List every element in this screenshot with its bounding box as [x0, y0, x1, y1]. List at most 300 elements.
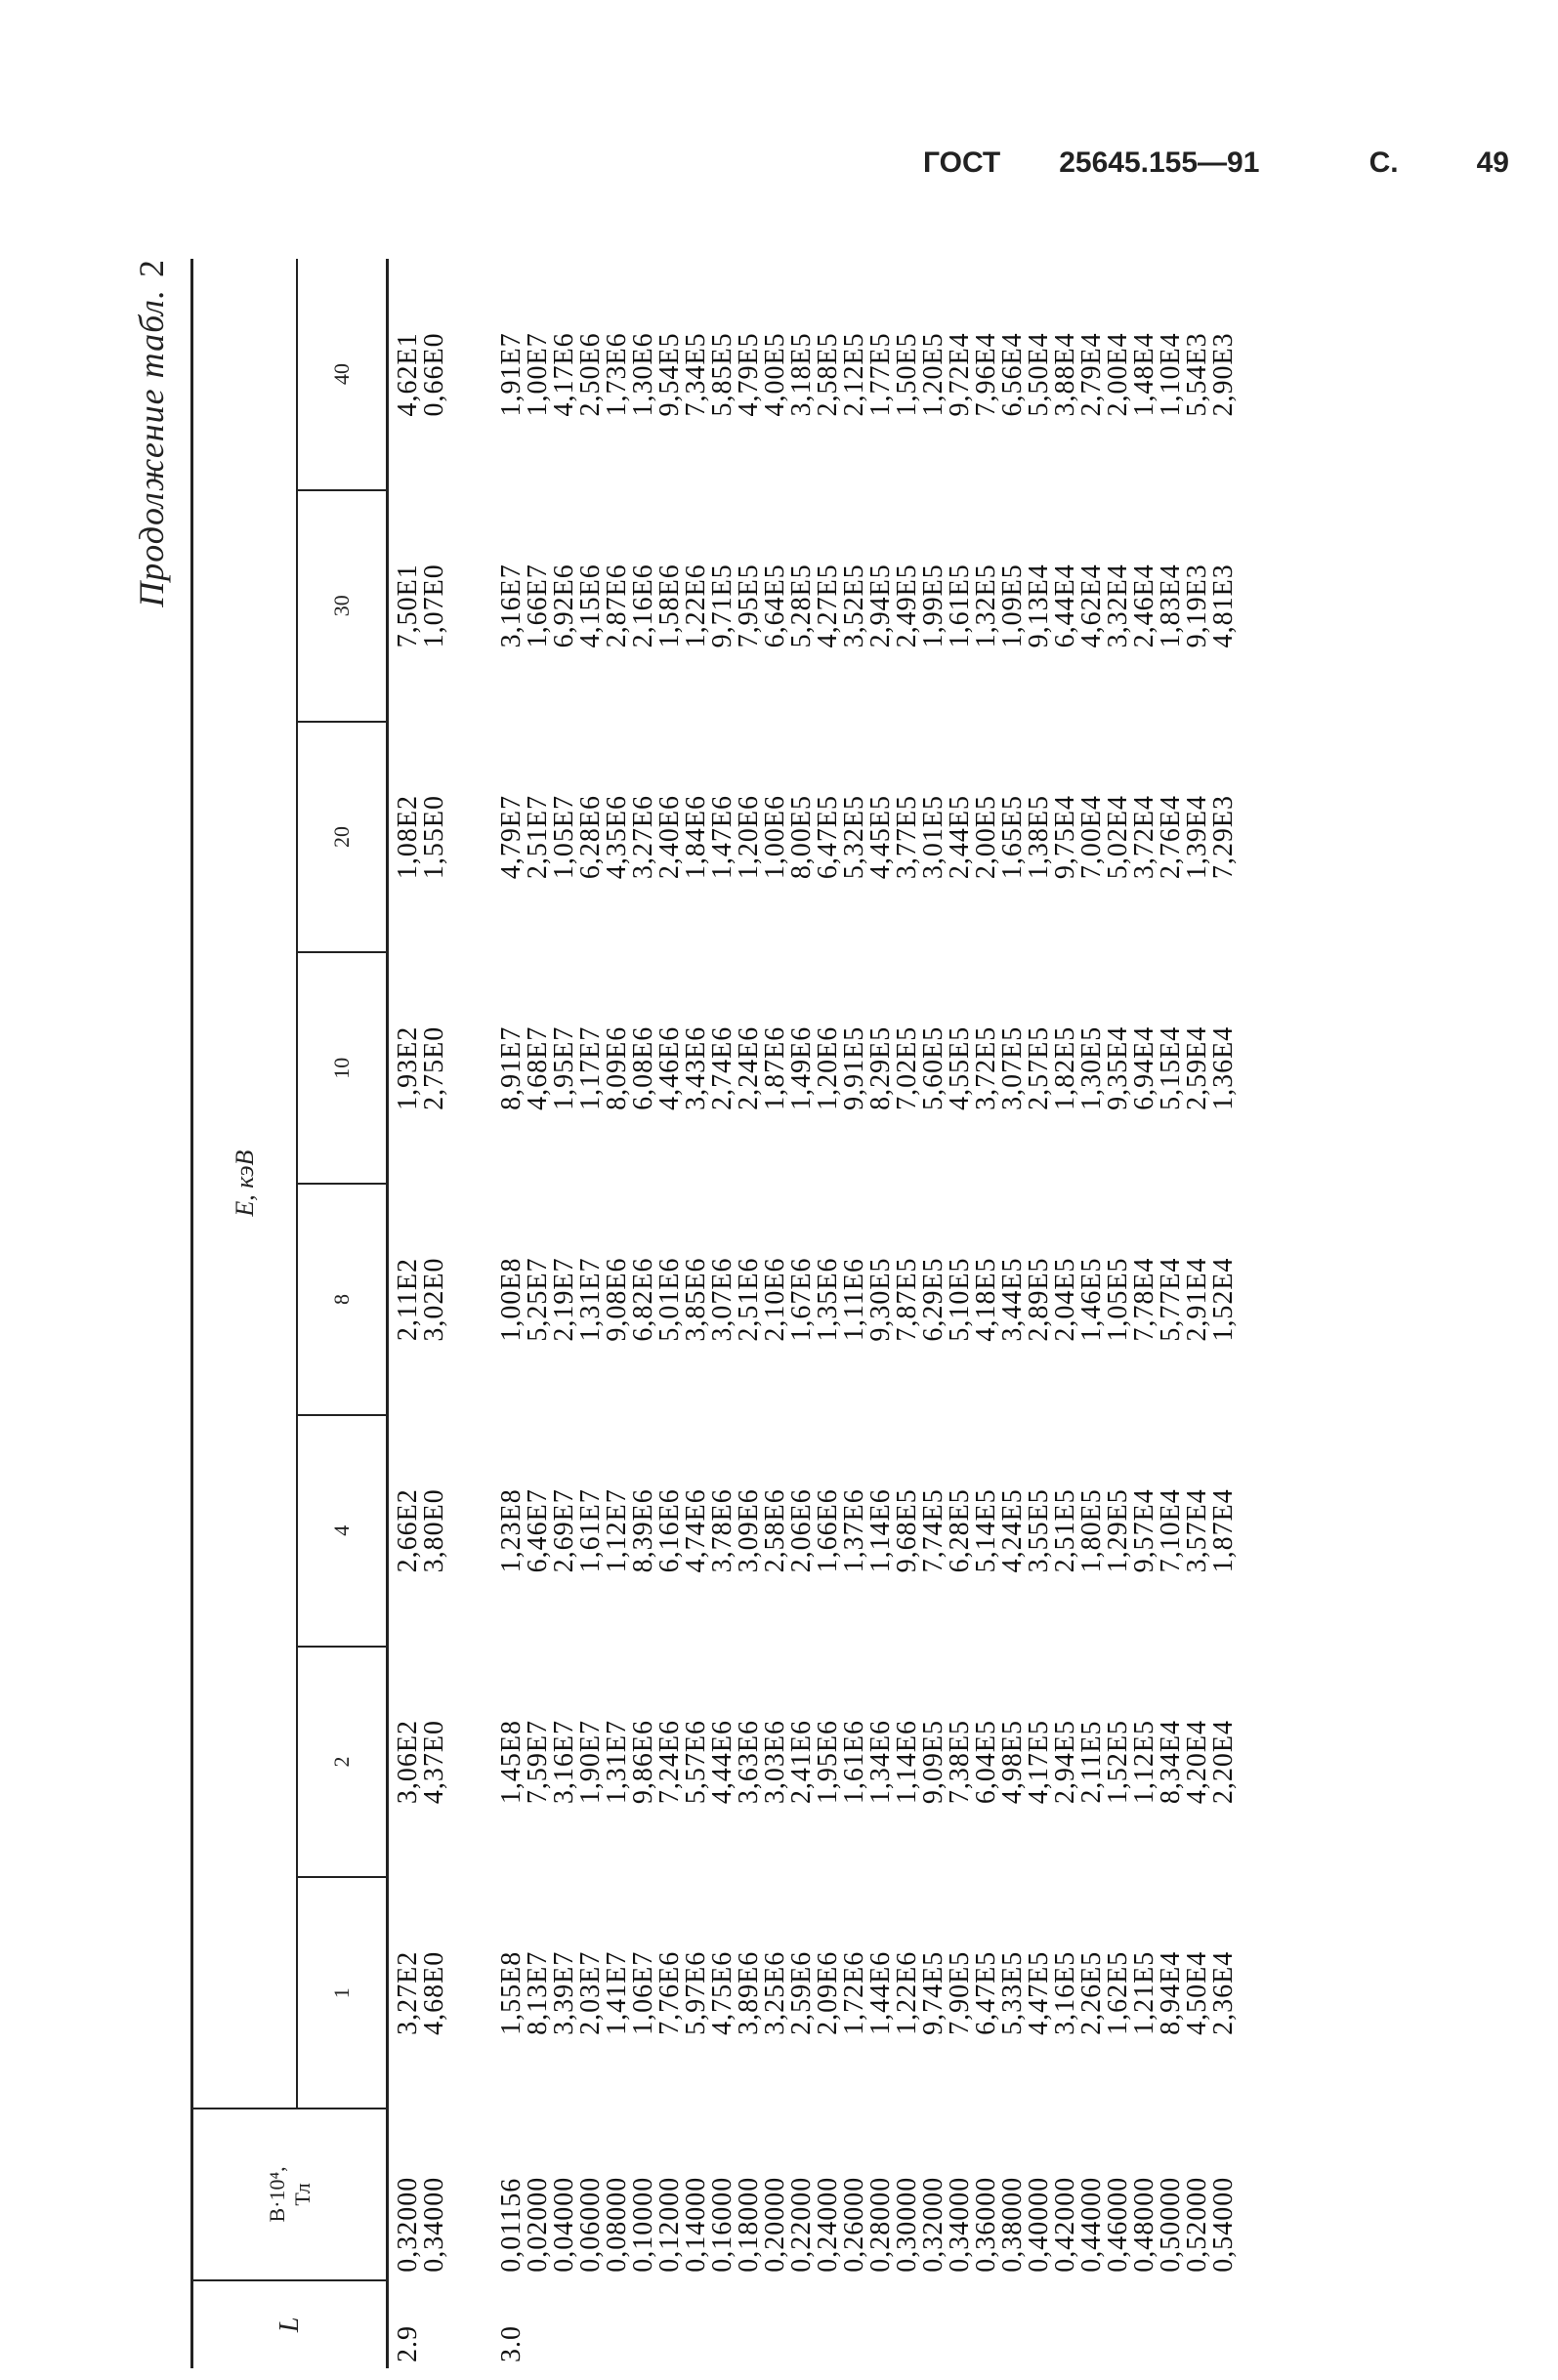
table-row — [1210, 259, 1237, 2368]
cell-value: 6,28E5 — [945, 1488, 975, 1573]
cell-value: 6,04E5 — [971, 1719, 1001, 1805]
cell-value: 6,44E4 — [1050, 564, 1080, 648]
b-value: 0,28000 — [865, 2176, 896, 2273]
cell-value: 1,38E5 — [1024, 794, 1054, 880]
cell-value: 1,22E6 — [892, 1950, 922, 2035]
cell-value: 3,27E2 — [393, 1950, 423, 2035]
cell-value: 1,95E6 — [813, 1719, 843, 1805]
cell-value: 1,62E5 — [1103, 1950, 1133, 2035]
l-value — [894, 2280, 920, 2368]
table-row — [421, 259, 447, 2368]
cell-value: 1,31E7 — [602, 1719, 632, 1805]
cell-value: 2,03E7 — [575, 1950, 606, 2035]
cell-value: 1,91E7 — [496, 332, 526, 417]
cell-value: 2,10E6 — [760, 1257, 790, 1342]
cell-value: 1,58E6 — [654, 564, 685, 648]
l-value — [656, 2280, 683, 2368]
l-value — [815, 2280, 841, 2368]
cell-value: 9,74E5 — [918, 1950, 948, 2035]
cell-value: 3,16E5 — [1050, 1950, 1080, 2035]
cell-value: 4,17E6 — [549, 332, 579, 417]
l-value — [1210, 2280, 1237, 2368]
table-row — [577, 259, 604, 2368]
cell-value: 2,76E4 — [1156, 794, 1186, 880]
cell-value: 1,73E6 — [602, 332, 632, 417]
cell-value: 7,38E5 — [945, 1719, 975, 1805]
energy-column-header: 10 — [297, 952, 388, 1184]
cell-value: 3,01E5 — [918, 794, 948, 880]
cell-value: 2,51E5 — [1050, 1488, 1080, 1573]
cell-value: 2,50E6 — [575, 332, 606, 417]
energy-caption: E, кэВ — [230, 1149, 259, 1217]
table-row — [604, 259, 630, 2368]
cell-value: 2,41E6 — [786, 1719, 817, 1805]
cell-value: 5,10E5 — [945, 1257, 975, 1342]
cell-value: 2,89E5 — [1024, 1257, 1054, 1342]
cell-value: 2,69E7 — [549, 1488, 579, 1573]
b-value: 0,48000 — [1129, 2176, 1159, 2273]
table-row — [1184, 259, 1210, 2368]
cell-value: 1,11E6 — [839, 1258, 869, 1342]
cell-value: 5,60E5 — [918, 1025, 948, 1110]
cell-value: 1,35E6 — [813, 1257, 843, 1342]
cell-value: 2,20E4 — [1208, 1719, 1239, 1805]
cell-value: 2,57E5 — [1024, 1025, 1054, 1110]
cell-value: 5,50E4 — [1024, 332, 1054, 417]
cell-value: 3,07E5 — [997, 1025, 1028, 1110]
cell-value: 3,43E6 — [681, 1025, 711, 1110]
cell-value: 1,12E7 — [602, 1488, 632, 1573]
l-value — [1052, 2280, 1078, 2368]
cell-value: 4,75E6 — [707, 1950, 737, 2035]
cell-value: 6,29E5 — [918, 1257, 948, 1342]
cell-value: 4,37E0 — [419, 1719, 449, 1805]
cell-value: 2,59E6 — [786, 1950, 817, 2035]
data-table — [190, 259, 1237, 2368]
page-header — [923, 146, 1509, 186]
b-value: 0,38000 — [997, 2176, 1028, 2273]
b-value: 0,32000 — [918, 2176, 948, 2273]
cell-value: 4,74E6 — [681, 1488, 711, 1573]
cell-value: 1,39E4 — [1182, 794, 1212, 880]
cell-value: 1,48E4 — [1129, 332, 1159, 417]
cell-value: 1,34E6 — [865, 1719, 896, 1805]
cell-value: 2,26E5 — [1076, 1950, 1107, 2035]
cell-value: 6,47E5 — [813, 794, 843, 880]
cell-value: 3,52E5 — [839, 564, 869, 648]
cell-value: 2,79E4 — [1076, 332, 1107, 417]
table-row — [920, 259, 947, 2368]
rotated-table-area — [122, 259, 1451, 2368]
cell-value: 3,78E6 — [707, 1488, 737, 1573]
cell-value: 1,12E5 — [1129, 1719, 1159, 1805]
l-value — [867, 2280, 894, 2368]
cell-value: 3,63E6 — [734, 1719, 764, 1805]
cell-value: 9,35E4 — [1103, 1025, 1133, 1110]
l-value — [1078, 2280, 1105, 2368]
cell-value: 3,77E5 — [892, 794, 922, 880]
page-prefix: С. — [1369, 146, 1399, 179]
l-value: 2.9 — [393, 2325, 423, 2362]
cell-value: 2,09E6 — [813, 1950, 843, 2035]
cell-value: 7,76E6 — [654, 1950, 685, 2035]
cell-value: 7,78E4 — [1129, 1257, 1159, 1342]
cell-value: 7,59E7 — [523, 1719, 553, 1805]
l-value — [999, 2280, 1026, 2368]
cell-value: 1,37E6 — [839, 1488, 869, 1573]
cell-value: 1,65E5 — [997, 794, 1028, 880]
cell-value: 2,00E4 — [1103, 332, 1133, 417]
cell-value: 9,54E5 — [654, 332, 685, 417]
cell-value: 3,88E4 — [1050, 332, 1080, 417]
cell-value: 3,32E4 — [1103, 564, 1133, 648]
cell-value: 9,71E5 — [707, 564, 737, 648]
cell-value: 1,30E5 — [1076, 1025, 1107, 1110]
cell-value: 2,12E5 — [839, 332, 869, 417]
table-row — [1078, 259, 1105, 2368]
cell-value: 4,27E5 — [813, 564, 843, 648]
cell-value: 2,74E6 — [707, 1025, 737, 1110]
cell-value: 7,00E4 — [1076, 794, 1107, 880]
cell-value: 1,52E4 — [1208, 1257, 1239, 1342]
cell-value: 2,87E6 — [602, 564, 632, 648]
table-row — [762, 259, 788, 2368]
cell-value: 1,99E5 — [918, 564, 948, 648]
cell-value: 5,33E5 — [997, 1950, 1028, 2035]
cell-value: 9,86E6 — [628, 1719, 658, 1805]
cell-value: 2,16E6 — [628, 564, 658, 648]
cell-value: 7,90E5 — [945, 1950, 975, 2035]
table-row — [656, 259, 683, 2368]
cell-value: 3,18E5 — [786, 332, 817, 417]
cell-value: 1,29E5 — [1103, 1488, 1133, 1573]
table-row — [736, 259, 762, 2368]
b-value: 0,52000 — [1182, 2176, 1212, 2273]
cell-value: 8,94E4 — [1156, 1950, 1186, 2035]
cell-value: 4,47E5 — [1024, 1950, 1054, 2035]
b-value: 0,54000 — [1208, 2176, 1239, 2273]
b-value: 0,36000 — [971, 2176, 1001, 2273]
cell-value: 7,95E5 — [734, 564, 764, 648]
cell-value: 7,74E5 — [918, 1488, 948, 1573]
cell-value: 4,81E3 — [1208, 564, 1239, 648]
cell-value: 4,45E5 — [865, 794, 896, 880]
l-value — [709, 2280, 736, 2368]
cell-value: 6,08E6 — [628, 1025, 658, 1110]
cell-value: 2,51E7 — [523, 794, 553, 880]
cell-value: 6,46E7 — [523, 1488, 553, 1573]
table-group — [498, 259, 1237, 2368]
cell-value: 1,22E6 — [681, 564, 711, 648]
cell-value: 6,82E6 — [628, 1257, 658, 1342]
cell-value: 4,62E4 — [1076, 564, 1107, 648]
cell-value: 1,14E6 — [892, 1719, 922, 1805]
column-header-b-line1: B·10⁴, — [264, 2166, 289, 2223]
cell-value: 5,54E3 — [1182, 332, 1212, 417]
table-row — [894, 259, 920, 2368]
b-value: 0,32000 — [393, 2176, 423, 2273]
cell-value: 5,14E5 — [971, 1488, 1001, 1573]
energy-column-header: 30 — [297, 490, 388, 722]
b-value: 0,42000 — [1050, 2176, 1080, 2273]
cell-value: 6,64E5 — [760, 564, 790, 648]
standard-label: ГОСТ — [923, 146, 1001, 179]
table-row — [841, 259, 867, 2368]
cell-value: 4,68E7 — [523, 1025, 553, 1110]
cell-value: 1,82E5 — [1050, 1025, 1080, 1110]
group-spacer — [447, 259, 498, 2368]
l-value — [630, 2280, 656, 2368]
column-header-l: L — [192, 2280, 388, 2368]
b-value: 0,22000 — [786, 2176, 817, 2273]
cell-value: 1,21E5 — [1129, 1950, 1159, 2035]
cell-value: 9,57E4 — [1129, 1488, 1159, 1573]
table-row — [1052, 259, 1078, 2368]
cell-value: 1,77E5 — [865, 332, 896, 417]
cell-value: 2,04E5 — [1050, 1257, 1080, 1342]
table-row — [1131, 259, 1158, 2368]
cell-value: 5,32E5 — [839, 794, 869, 880]
cell-value: 1,45E8 — [496, 1719, 526, 1805]
l-value — [1026, 2280, 1052, 2368]
l-value — [683, 2280, 709, 2368]
cell-value: 1,44E6 — [865, 1950, 896, 2035]
cell-value: 3,72E4 — [1129, 794, 1159, 880]
b-value: 0,01156 — [496, 2177, 526, 2273]
b-value: 0,24000 — [813, 2176, 843, 2273]
energy-column-header: 20 — [297, 722, 388, 953]
cell-value: 1,87E4 — [1208, 1488, 1239, 1573]
table-row — [498, 259, 525, 2368]
b-value: 0,14000 — [681, 2176, 711, 2273]
b-value: 0,50000 — [1156, 2176, 1186, 2273]
cell-value: 7,10E4 — [1156, 1488, 1186, 1573]
cell-value: 9,68E5 — [892, 1488, 922, 1573]
cell-value: 2,94E5 — [865, 564, 896, 648]
l-value — [947, 2280, 973, 2368]
b-value: 0,44000 — [1076, 2176, 1107, 2273]
l-value — [788, 2280, 815, 2368]
b-value: 0,12000 — [654, 2176, 685, 2273]
cell-value: 2,36E4 — [1208, 1950, 1239, 2035]
cell-value: 4,98E5 — [997, 1719, 1028, 1805]
cell-value: 2,11E5 — [1076, 1720, 1107, 1804]
energy-column-header: 1 — [297, 1877, 388, 2109]
cell-value: 3,27E6 — [628, 794, 658, 880]
cell-value: 1,49E6 — [786, 1025, 817, 1110]
cell-value: 3,07E6 — [707, 1257, 737, 1342]
table-row — [630, 259, 656, 2368]
table-row — [1158, 259, 1184, 2368]
cell-value: 6,56E4 — [997, 332, 1028, 417]
cell-value: 1,47E6 — [707, 794, 737, 880]
l-value — [525, 2280, 551, 2368]
cell-value: 1,93E2 — [393, 1025, 423, 1110]
energy-column-header: 40 — [297, 259, 388, 490]
cell-value: 6,94E4 — [1129, 1025, 1159, 1110]
b-value: 0,06000 — [575, 2176, 606, 2273]
cell-value: 1,31E7 — [575, 1257, 606, 1342]
cell-value: 1,09E5 — [997, 564, 1028, 648]
cell-value: 1,07E0 — [419, 564, 449, 648]
b-value: 0,20000 — [760, 2176, 790, 2273]
cell-value: 1,14E6 — [865, 1488, 896, 1573]
cell-value: 2,00E5 — [971, 794, 1001, 880]
cell-value: 2,40E6 — [654, 794, 685, 880]
cell-value: 4,20E4 — [1182, 1719, 1212, 1805]
cell-value: 1,00E6 — [760, 794, 790, 880]
cell-value: 4,79E7 — [496, 794, 526, 880]
cell-value: 1,20E6 — [813, 1025, 843, 1110]
cell-value: 6,16E6 — [654, 1488, 685, 1573]
cell-value: 3,44E5 — [997, 1257, 1028, 1342]
l-value — [1184, 2280, 1210, 2368]
cell-value: 9,09E5 — [918, 1719, 948, 1805]
cell-value: 7,87E5 — [892, 1257, 922, 1342]
cell-value: 1,90E7 — [575, 1719, 606, 1805]
b-value: 0,10000 — [628, 2176, 658, 2273]
energy-column-header: 8 — [297, 1184, 388, 1415]
cell-value: 9,91E5 — [839, 1025, 869, 1110]
cell-value: 5,28E5 — [786, 564, 817, 648]
table-row — [388, 259, 422, 2368]
cell-value: 1,32E5 — [971, 564, 1001, 648]
cell-value: 1,46E5 — [1076, 1257, 1107, 1342]
cell-value: 8,39E6 — [628, 1488, 658, 1573]
cell-value: 5,15E4 — [1156, 1025, 1186, 1110]
cell-value: 1,80E5 — [1076, 1488, 1107, 1573]
b-value: 0,08000 — [602, 2176, 632, 2273]
l-value — [421, 2280, 447, 2368]
cell-value: 2,75E0 — [419, 1025, 449, 1110]
standard-number: 25645.155—91 — [1059, 146, 1260, 179]
cell-value: 1,61E6 — [839, 1719, 869, 1805]
b-value: 0,02000 — [523, 2176, 553, 2273]
table-row — [551, 259, 577, 2368]
cell-value: 5,02E4 — [1103, 794, 1133, 880]
b-value: 0,04000 — [549, 2176, 579, 2273]
cell-value: 7,24E6 — [654, 1719, 685, 1805]
cell-value: 4,15E6 — [575, 564, 606, 648]
cell-value: 8,09E6 — [602, 1025, 632, 1110]
cell-value: 1,61E7 — [575, 1488, 606, 1573]
cell-value: 4,24E5 — [997, 1488, 1028, 1573]
cell-value: 1,23E8 — [496, 1488, 526, 1573]
cell-value: 3,85E6 — [681, 1257, 711, 1342]
table-row — [947, 259, 973, 2368]
cell-value: 1,95E7 — [549, 1025, 579, 1110]
l-value — [736, 2280, 762, 2368]
cell-value: 4,44E6 — [707, 1719, 737, 1805]
cell-value: 5,85E5 — [707, 332, 737, 417]
cell-value: 7,34E5 — [681, 332, 711, 417]
cell-value: 1,50E5 — [892, 332, 922, 417]
cell-value: 9,72E4 — [945, 332, 975, 417]
cell-value: 1,20E6 — [734, 794, 764, 880]
b-value: 0,26000 — [839, 2176, 869, 2273]
b-value: 0,30000 — [892, 2176, 922, 2273]
l-value — [1131, 2280, 1158, 2368]
cell-value: 4,00E5 — [760, 332, 790, 417]
cell-value: 4,55E5 — [945, 1025, 975, 1110]
cell-value: 4,50E4 — [1182, 1950, 1212, 2035]
l-value — [1105, 2280, 1131, 2368]
cell-value: 2,58E5 — [813, 332, 843, 417]
table-row — [525, 259, 551, 2368]
cell-value: 9,30E5 — [865, 1257, 896, 1342]
cell-value: 9,08E6 — [602, 1257, 632, 1342]
cell-value: 1,08E2 — [393, 794, 423, 880]
cell-value: 3,02E0 — [419, 1257, 449, 1342]
cell-value: 3,09E6 — [734, 1488, 764, 1573]
l-value — [920, 2280, 947, 2368]
cell-value: 9,13E4 — [1024, 564, 1054, 648]
cell-value: 1,30E6 — [628, 332, 658, 417]
cell-value: 5,77E4 — [1156, 1257, 1186, 1342]
cell-value: 3,72E5 — [971, 1025, 1001, 1110]
b-value: 0,16000 — [707, 2176, 737, 2273]
b-value: 0,34000 — [419, 2176, 449, 2273]
cell-value: 5,01E6 — [654, 1257, 685, 1342]
cell-value: 1,52E5 — [1103, 1719, 1133, 1805]
cell-value: 1,05E5 — [1103, 1257, 1133, 1342]
cell-value: 1,84E6 — [681, 794, 711, 880]
cell-value: 1,87E6 — [760, 1025, 790, 1110]
cell-value: 4,35E6 — [602, 794, 632, 880]
cell-value: 1,83E4 — [1156, 564, 1186, 648]
cell-value: 7,96E4 — [971, 332, 1001, 417]
caption-text: Продолжение табл. — [132, 289, 171, 607]
cell-value: 3,89E6 — [734, 1950, 764, 2035]
cell-value: 6,92E6 — [549, 564, 579, 648]
cell-value: 1,06E7 — [628, 1950, 658, 2035]
table-row — [1026, 259, 1052, 2368]
b-value: 0,40000 — [1024, 2176, 1054, 2273]
cell-value: 9,19E3 — [1182, 564, 1212, 648]
table-head — [192, 259, 388, 2368]
column-header-b — [192, 2109, 388, 2280]
caption-number: 2 — [132, 259, 171, 277]
cell-value: 2,46E4 — [1129, 564, 1159, 648]
table-row — [1105, 259, 1131, 2368]
cell-value: 8,29E5 — [865, 1025, 896, 1110]
cell-value: 7,29E3 — [1208, 794, 1239, 880]
cell-value: 3,55E5 — [1024, 1488, 1054, 1573]
cell-value: 2,58E6 — [760, 1488, 790, 1573]
cell-value: 3,06E2 — [393, 1719, 423, 1805]
b-value: 0,34000 — [945, 2176, 975, 2273]
cell-value: 1,55E8 — [496, 1950, 526, 2035]
table-caption — [122, 259, 181, 607]
energy-column-header: 4 — [297, 1415, 388, 1647]
cell-value: 3,16E7 — [549, 1719, 579, 1805]
l-value — [577, 2280, 604, 2368]
cell-value: 3,39E7 — [549, 1950, 579, 2035]
cell-value: 3,03E6 — [760, 1719, 790, 1805]
cell-value: 2,06E6 — [786, 1488, 817, 1573]
cell-value: 1,36E4 — [1208, 1025, 1239, 1110]
l-value: 3.0 — [496, 2325, 526, 2362]
cell-value: 3,57E4 — [1182, 1488, 1212, 1573]
cell-value: 2,11E2 — [393, 1258, 423, 1342]
cell-value: 1,66E6 — [813, 1488, 843, 1573]
cell-value: 2,66E2 — [393, 1488, 423, 1573]
table-row — [788, 259, 815, 2368]
cell-value: 4,46E6 — [654, 1025, 685, 1110]
table-row — [815, 259, 841, 2368]
cell-value: 1,05E7 — [549, 794, 579, 880]
cell-value: 1,66E7 — [523, 564, 553, 648]
